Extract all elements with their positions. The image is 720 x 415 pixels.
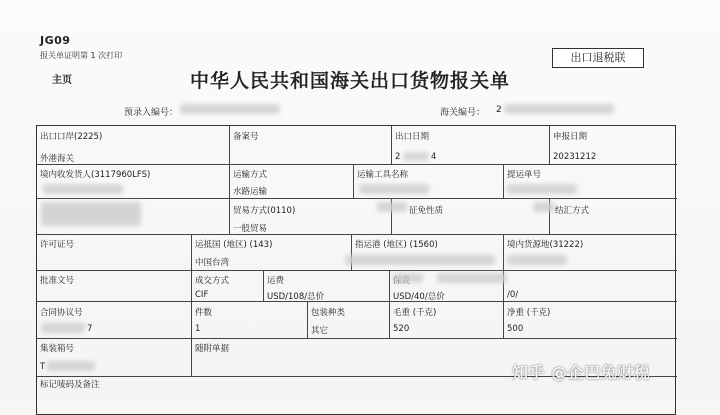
bill-number-label: 提运单号 [507, 170, 542, 180]
redacted-port [345, 255, 495, 265]
page-label: 主页 [52, 75, 72, 86]
export-port-value: 外港海关 [40, 154, 75, 164]
pieces-label: 件数 [195, 308, 213, 318]
export-date-suffix: 4 [431, 152, 437, 162]
prerecord-number-label: 预录入编号： [124, 108, 179, 118]
gross-weight-value: 520 [393, 324, 410, 334]
customs-number-prefix: 2 [496, 105, 502, 115]
package-type-value: 其它 [311, 326, 329, 336]
misc-value: /0/ [507, 290, 519, 300]
redacted-contract-number [41, 323, 85, 333]
port-label: 指运港 (地区) (1560) [355, 240, 438, 250]
redacted-container-number [47, 361, 95, 371]
redacted-tax-nature-prefix [377, 202, 407, 212]
destination-country-label: 运抵国 (地区) (143) [195, 240, 273, 250]
customs-number-label: 海关编号： [440, 108, 486, 118]
redacted-consignor [43, 184, 123, 194]
contract-number-label: 合同协议号 [40, 308, 83, 318]
net-weight-value: 500 [507, 324, 524, 334]
destination-country-value: 中国台湾 [195, 258, 230, 268]
redacted-export-date [403, 152, 429, 161]
container-number-prefix: T [40, 362, 46, 372]
tax-nature-label: 征免性质 [409, 206, 444, 216]
watermark: 知乎 @企巴兔财税 [512, 363, 651, 382]
redacted-insurance-label [393, 273, 423, 283]
freight-value: USD/108/总价 [267, 292, 325, 302]
trade-mode-label: 贸易方式(0110) [233, 206, 296, 216]
approval-number-label: 批准文号 [40, 276, 75, 286]
redacted-source-region [507, 255, 567, 265]
export-port-label: 出口口岸(2225) [40, 132, 103, 142]
deal-mode-label: 成交方式 [195, 276, 230, 286]
redacted-misc-label [437, 273, 507, 283]
declare-date-value: 20231212 [553, 152, 597, 162]
attached-docs-label: 随附单据 [195, 344, 230, 354]
net-weight-label: 净重 (千克) [507, 308, 551, 318]
deal-mode-value: CIF [195, 290, 209, 300]
export-date-prefix: 2 [395, 152, 401, 162]
source-region-label: 境内货源地(31222) [507, 240, 584, 250]
page-title: 中华人民共和国海关出口货物报关单 [190, 70, 511, 92]
declare-date-label: 申报日期 [553, 132, 588, 142]
container-number-label: 集装箱号 [40, 344, 75, 354]
redacted-consignor-detail [41, 202, 141, 226]
redacted-settlement-prefix [533, 202, 555, 212]
contract-number-suffix: 7 [87, 324, 93, 334]
vessel-name-label: 运输工具名称 [357, 170, 409, 180]
redacted-prerecord-number [180, 104, 280, 114]
gross-weight-label: 毛重 (千克) [393, 308, 437, 318]
record-number-label: 备案号 [233, 132, 259, 142]
redacted-vessel-name [359, 184, 429, 194]
export-date-label: 出口日期 [395, 132, 430, 142]
settlement-label: 结汇方式 [555, 206, 590, 216]
trade-mode-value: 一般贸易 [233, 224, 268, 234]
package-type-label: 包装种类 [311, 308, 346, 318]
redacted-bill-number [507, 184, 577, 194]
stamp-box: 出口退税联 [552, 48, 644, 68]
redacted-customs-number [504, 104, 614, 114]
license-number-label: 许可证号 [40, 240, 75, 250]
consignor-label: 境内收发货人(3117960LFS) [40, 170, 151, 180]
freight-label: 运费 [267, 276, 285, 286]
insurance-value: USD/40/总价 [393, 292, 445, 302]
print-info: 报关单证明第 1 次打印 [40, 51, 123, 60]
marks-remarks-label: 标记唛码及备注 [40, 380, 100, 390]
form-code: JG09 [40, 34, 71, 47]
pieces-value: 1 [195, 324, 201, 334]
transport-mode-value: 水路运输 [233, 187, 268, 197]
transport-mode-label: 运输方式 [233, 170, 268, 180]
